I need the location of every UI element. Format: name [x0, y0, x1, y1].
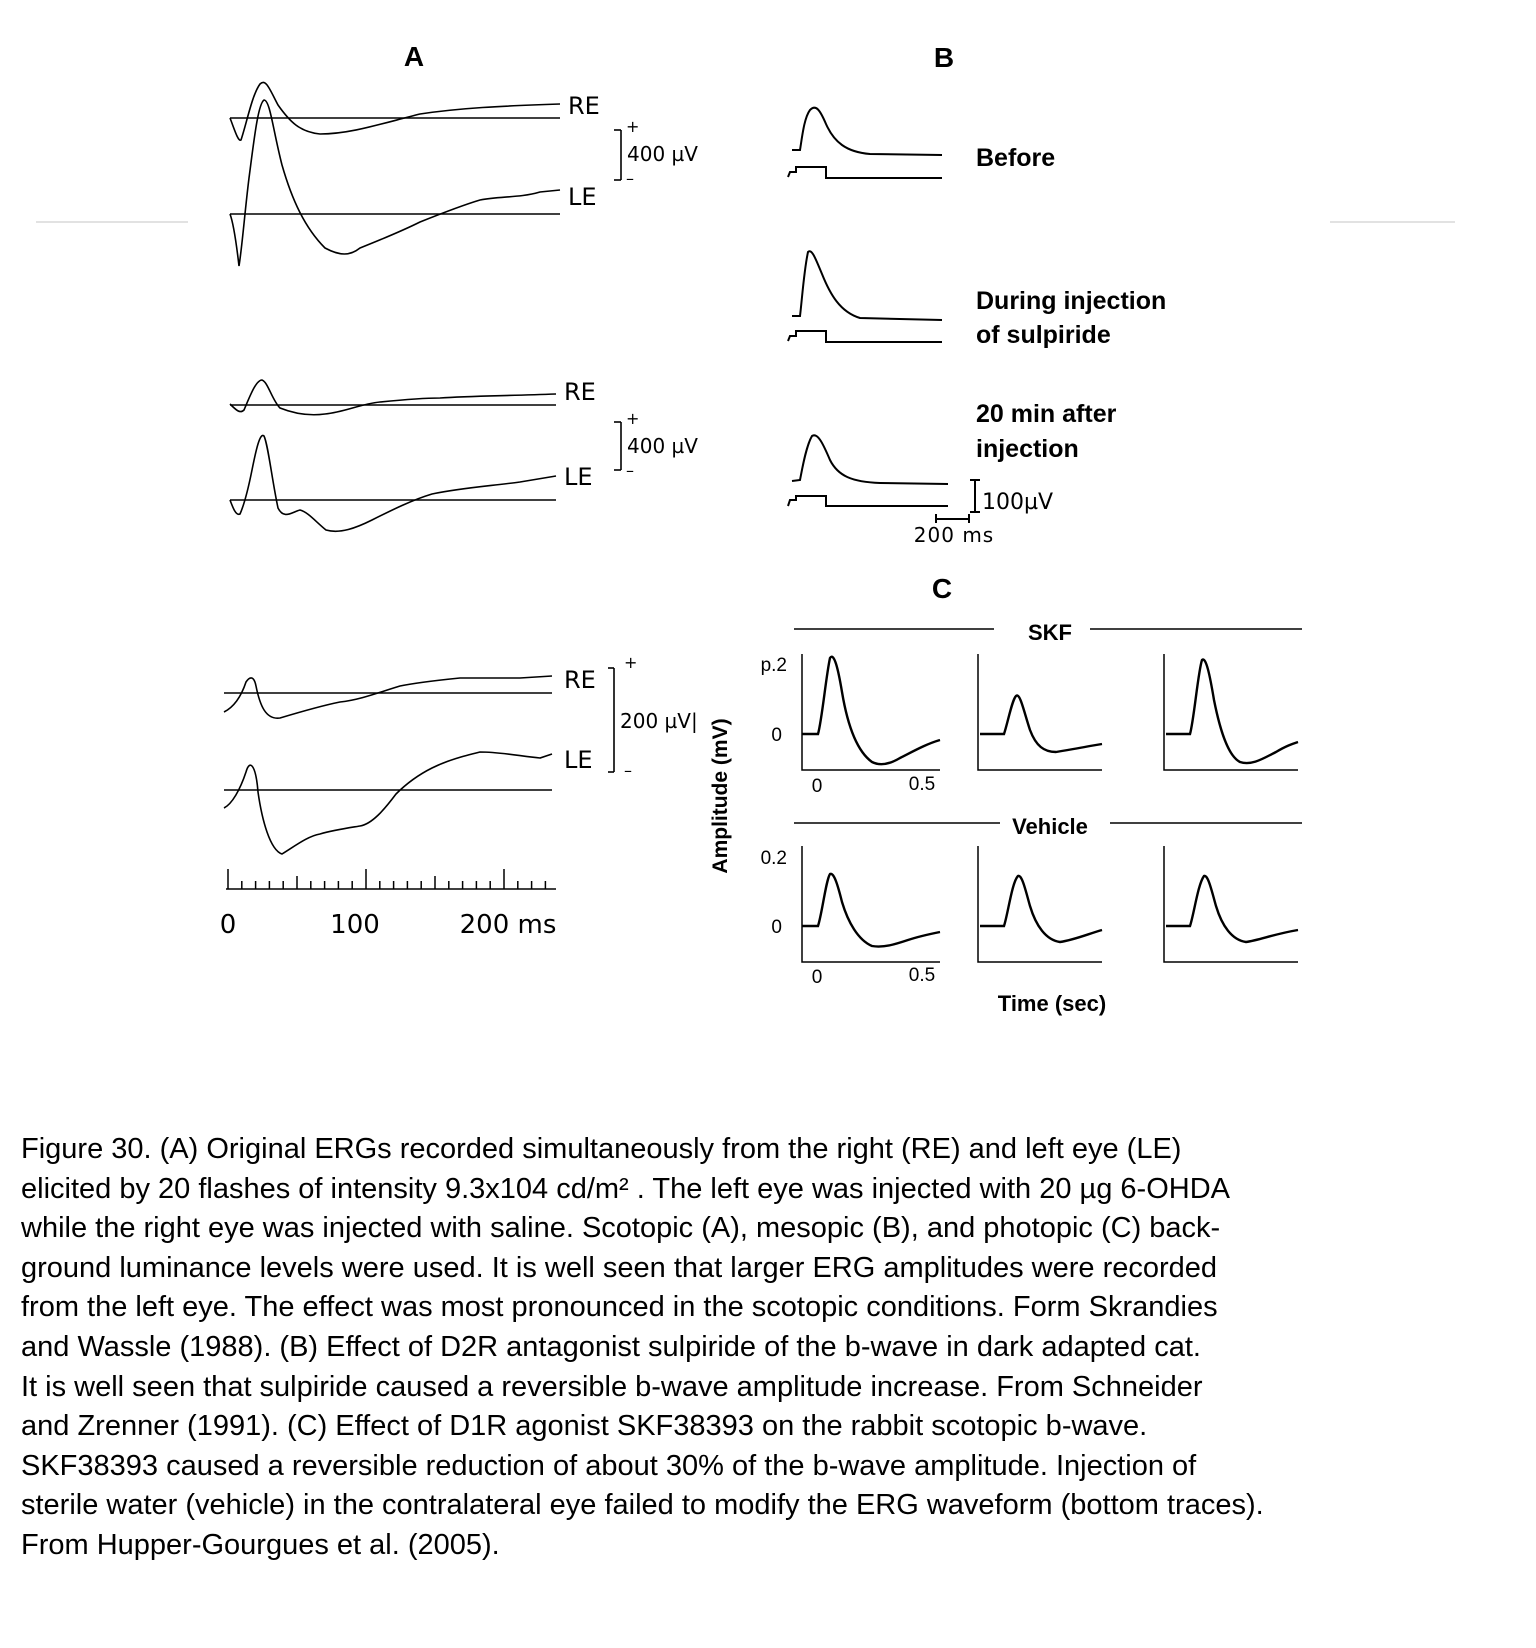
erg-trace-after: [792, 435, 948, 484]
amp-scale-bar: [970, 480, 980, 512]
skf-trace-1: [802, 657, 940, 764]
caption-line: and Zrenner (1991). (C) Effect of D1R agonist SKF38393 on the rabbit scotopic b-wave.: [21, 1410, 1148, 1443]
caption-line: and Wassle (1988). (B) Effect of D2R antagonist sulpiride of the b-wave in dark adapted cat.: [21, 1330, 1201, 1363]
ytick-zero: 0: [771, 725, 782, 746]
scale-minus: –: [624, 761, 632, 780]
vehicle-trace-1: [802, 874, 940, 947]
re-trace: [224, 676, 552, 718]
scale-label: 400 µV: [627, 142, 698, 166]
row-label-vehicle: Vehicle: [1012, 814, 1088, 839]
scale-minus: –: [626, 169, 634, 188]
scale-bar-200uv: [608, 668, 614, 772]
panel-b-label: B: [933, 42, 955, 73]
panel-a-label: A: [403, 41, 425, 72]
row-label-skf: SKF: [1028, 620, 1072, 645]
re-label: RE: [564, 666, 596, 694]
ytick-top: 0.2: [760, 848, 787, 869]
re-label: RE: [568, 92, 600, 120]
xtick-0: 0: [811, 967, 823, 988]
amp-scale-label: 100µV: [982, 490, 1054, 515]
time-scale-bar: [936, 514, 969, 523]
skf-axes-2: [978, 654, 1102, 770]
le-label: LE: [568, 183, 597, 211]
xtick-0: 0: [811, 776, 823, 797]
erg-trace-during: [792, 251, 942, 320]
vehicle-axes-2: [978, 846, 1102, 962]
vehicle-axes-3: [1164, 846, 1298, 962]
time-tick-label: 100: [330, 910, 380, 940]
stimulus-trace-before: [788, 167, 942, 178]
caption-line: while the right eye was injected with saline. Scotopic (A), mesopic (B), and photopic (C) back-: [21, 1212, 1221, 1245]
stimulus-trace-after: [788, 496, 948, 506]
condition-label-after-2: injection: [976, 435, 1079, 463]
re-label: RE: [564, 378, 596, 406]
panel-a-group-3: [224, 676, 556, 889]
condition-label-after: 20 min after: [976, 400, 1117, 428]
caption-line: Figure 30. (A) Original ERGs recorded simultaneously from the right (RE) and left eye (LE): [21, 1133, 1182, 1165]
panel-a-group-2: [230, 380, 556, 531]
figure-caption: [21, 1130, 1521, 1566]
caption-line: From Hupper-Gourgues et al. (2005).: [21, 1528, 500, 1561]
vehicle-trace-2: [980, 876, 1102, 942]
scale-plus: +: [626, 117, 640, 136]
caption-line: SKF38393 caused a reversible reduction of about 30% of the b-wave amplitude. Injection of: [21, 1449, 1197, 1482]
scale-label: 200 µV|: [620, 709, 698, 733]
condition-label-during: During injection: [976, 287, 1167, 315]
scale-bar-400uv-1: [614, 130, 621, 180]
erg-trace-before: [792, 108, 942, 155]
skf-trace-2: [980, 695, 1102, 752]
vehicle-trace-3: [1166, 876, 1298, 942]
scale-bar-400uv-2: [614, 422, 621, 470]
panel-c-label: C: [931, 573, 953, 604]
time-scale-label: 200 ms: [913, 523, 995, 547]
le-label: LE: [564, 463, 593, 491]
skf-trace-3: [1166, 659, 1298, 763]
condition-label-during-2: of sulpiride: [976, 321, 1111, 349]
ytick-zero: 0: [771, 917, 782, 938]
caption-line: sterile water (vehicle) in the contralateral eye failed to modify the ERG waveform (bottom traces).: [21, 1489, 1264, 1522]
le-trace: [230, 100, 560, 266]
caption-line: It is well seen that sulpiride caused a reversible b-wave amplitude increase. From Schneider: [21, 1370, 1203, 1403]
re-trace: [230, 380, 556, 415]
y-axis-label: Amplitude (mV): [709, 718, 732, 874]
panel-b: [788, 42, 1166, 547]
time-tick-label: 0: [219, 910, 237, 940]
le-label: LE: [564, 746, 593, 774]
scale-minus: –: [626, 461, 634, 480]
panel-a-group-1: [230, 82, 560, 266]
xtick-0-5: 0.5: [908, 965, 936, 986]
condition-label-before: Before: [976, 144, 1056, 172]
le-trace: [224, 752, 552, 854]
ytick-top: p.2: [760, 655, 787, 676]
panel-c: [709, 573, 1302, 1016]
caption-line: elicited by 20 flashes of intensity 9.3x104 cd/m² . The left eye was injected with 20 µg 6-OHDA: [21, 1172, 1230, 1205]
scale-plus: +: [626, 409, 640, 428]
scale-label: 400 µV: [627, 434, 698, 458]
time-tick-label: 200 ms: [459, 910, 557, 940]
time-axis-ticks: [228, 869, 545, 889]
x-axis-label: Time (sec): [997, 991, 1107, 1016]
le-trace: [230, 435, 556, 531]
re-trace: [230, 82, 560, 140]
panel-a: [220, 41, 699, 940]
xtick-0-5: 0.5: [908, 774, 936, 795]
stimulus-trace-during: [788, 331, 942, 342]
scale-plus: +: [624, 653, 638, 672]
caption-line: ground luminance levels were used. It is well seen that larger ERG amplitudes were recorded: [21, 1251, 1218, 1284]
caption-line: from the left eye. The effect was most pronounced in the scotopic conditions. Form Skrandies: [21, 1291, 1218, 1324]
